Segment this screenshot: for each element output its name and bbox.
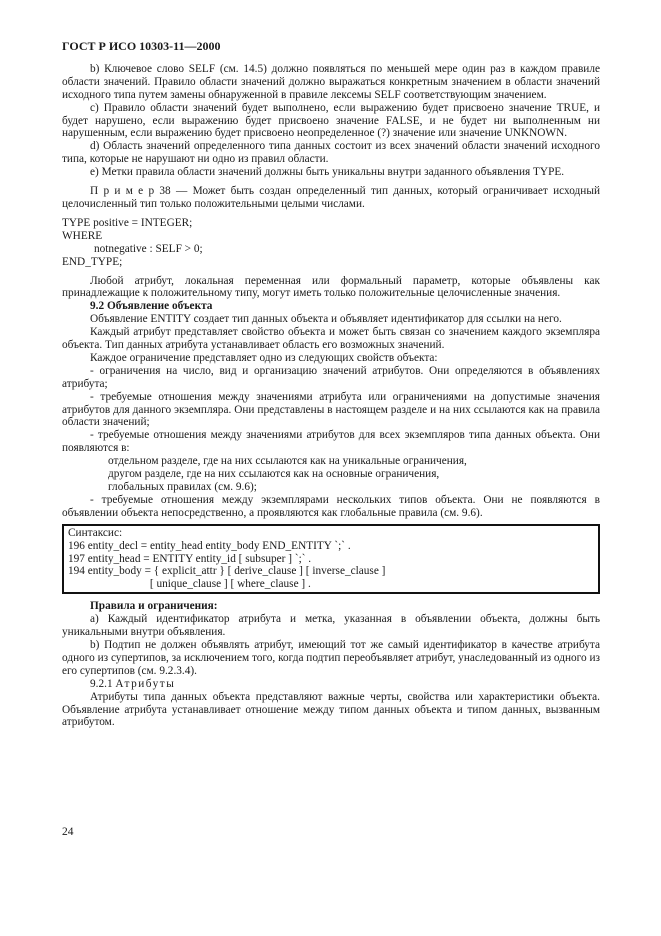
syntax-label: Синтаксис: [68, 526, 123, 539]
section-number: 9.2.1 [90, 677, 116, 690]
section-9-2-1-title [62, 678, 600, 691]
example-label: П р и м е р [90, 185, 155, 198]
section-9-2-p2: Каждый атрибут представляет свойство объекта и может быть связан со значением каждого экземпляра объекта. Тип данных атрибута устанавливает область его возможных значений. [62, 326, 600, 352]
rules-title: Правила и ограничения: [90, 600, 218, 613]
sub-list-item: глобальных правилах (см. 9.6); [108, 481, 257, 493]
example-paragraph [62, 185, 600, 211]
syntax-line: 196 entity_decl = entity_head entity_body END_ENTITY `;` . [68, 539, 351, 552]
syntax-line: 197 entity_head = ENTITY entity_id [ subsuper ] `;` . [68, 552, 312, 565]
paragraph-c: c) Правило области значений будет выполнено, если выражению будет присвоено значение TRUE, и будет нарушено, если выражению будет присвоено значение FALSE, и не будет ни выполненным ни нарушенным, если выражению будет присвоено неопределенное (?) значение или значение UNKNOWN. [62, 101, 600, 140]
example-text: 38 — Может быть создан определенный тип данных, который ограничивает исходный целочисленный тип только положительными целыми числами. [62, 185, 600, 210]
syntax-line: 194 entity_body = { explicit_attr } [ derive_clause ] [ inverse_clause ] [68, 565, 386, 578]
rule-a: a) Каждый идентификатор атрибута и метка, указанная в объявлении объекта, должны быть уникальными внутри объявления. [62, 613, 600, 639]
rule-b: b) Подтип не должен объявлять атрибут, имеющий тот же самый идентификатор в качестве атрибута одного из супертипов, за исключением того, когда подтип переобъявляет атрибут, унаследованный из одного из его супертипов (см. 9.2.3.4). [62, 638, 600, 677]
sub-list-item: отдельном разделе, где на них ссылаются как на уникальные ограничения, [108, 455, 467, 468]
list-item: - требуемые отношения между значениями атрибутов для всех экземпляров типа данных объекта. Они появляются в: [62, 429, 600, 455]
section-9-2-title: 9.2 Объявление объекта [90, 300, 213, 313]
section-title: Атрибуты [115, 677, 176, 690]
syntax-box [62, 524, 600, 595]
paragraph-b: b) Ключевое слово SELF (см. 14.5) должно появляться по меньшей мере один раз в каждом правиле области значений. Правило области значений должно выражаться конкретным значением в области значений исходного типа путем замены обнаруженной в правиле лексемы SELF соответствующим значением. [62, 62, 600, 101]
code-line-3: notnegative : SELF > 0; [94, 242, 203, 255]
paragraph-attribute-values: Любой атрибут, локальная переменная или формальный параметр, которые объявлены как принадлежащие к положительному типу, могут иметь только положительные целочисленные значения. [62, 274, 600, 300]
section-9-2-1-p: Атрибуты типа данных объекта представляют важные черты, свойства или характеристики объекта. Объявление атрибута устанавливает отношение между типом данных объекта и типом данных, вызванным атрибутом. [62, 690, 600, 729]
document-header: ГОСТ Р ИСО 10303-11—2000 [62, 39, 221, 53]
section-9-2-p1: Объявление ENTITY создает тип данных объекта и объявляет идентификатор для ссылки на него. [90, 313, 562, 326]
list-item: - требуемые отношения между значениями атрибута или ограничениями на допустимые значения атрибутов для данного экземпляра. Они представлены в настоящем разделе и на них ссылаются как на правила области значений; [62, 390, 600, 429]
code-line-1: TYPE positive = INTEGER; [62, 216, 193, 229]
syntax-line: [ unique_clause ] [ where_clause ] . [68, 578, 311, 591]
page-number: 24 [62, 826, 74, 838]
paragraph-d: d) Область значений определенного типа данных состоит из всех значений области значений исходного типа, которые не нарушают ни одно из правил области. [62, 140, 600, 166]
list-item: - требуемые отношения между экземплярами нескольких типов объекта. Они не появляются в объявлении объекта непосредственно, а проявляются как глобальные правила (см. 9.6). [62, 493, 600, 519]
section-9-2-p3: Каждое ограничение представляет одно из следующих свойств объекта: [90, 351, 438, 364]
list-item: - ограничения на число, вид и организацию значений атрибутов. Они определяются в объявлениях атрибута; [62, 364, 600, 390]
document-page [62, 40, 600, 729]
code-line-2: WHERE [62, 229, 103, 242]
paragraph-e: e) Метки правила области значений должны быть уникальны внутри заданного объявления TYPE. [90, 166, 565, 179]
code-line-4: END_TYPE; [62, 255, 123, 268]
sub-list-item: другом разделе, где на них ссылаются как на основные ограничения, [108, 468, 440, 481]
